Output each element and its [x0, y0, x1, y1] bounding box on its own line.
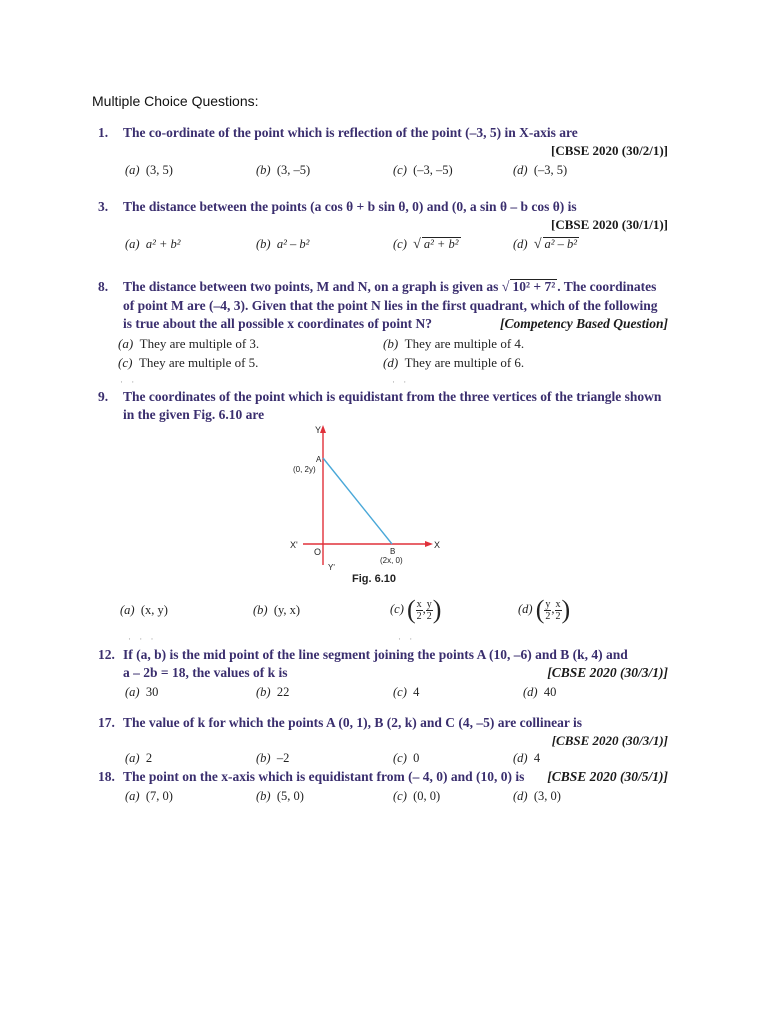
- question-text: 18. The point on the x-axis which is equidistant from (– 4, 0) and (10, 0) is [CBSE 2020 (30/5/1)]: [98, 769, 668, 784]
- x-axis-label: X: [434, 540, 441, 550]
- question-source: [CBSE 2020 (30/1/1)]: [551, 217, 668, 232]
- hypotenuse-line: [323, 458, 392, 544]
- option-b[interactable]: (b) a² – b²: [256, 237, 310, 251]
- question-text-line-1: 8. The distance between two points, M and N, on a graph is given as √ 10² + 7² . The coordinates: [98, 279, 657, 295]
- question-9: [98, 388, 668, 424]
- y-axis-label: Y: [315, 425, 322, 435]
- option-a[interactable]: (a) a² + b²: [125, 237, 181, 251]
- question-source: [CBSE 2020 (30/5/1)]: [547, 769, 668, 784]
- option-d[interactable]: (d) They are multiple of 6.: [383, 355, 525, 370]
- option-c[interactable]: (c) (–3, –5): [393, 163, 453, 177]
- options: [98, 336, 668, 374]
- sqrt-icon: √: [413, 237, 421, 252]
- option-a[interactable]: (a) They are multiple of 3.: [118, 336, 260, 351]
- question-text-line-1: 12. If (a, b) is the mid point of the line segment joining the points A (10, –6) and B (k, 4) and: [98, 647, 628, 662]
- sqrt-icon: √: [501, 280, 510, 295]
- triangle-figure: [268, 420, 468, 590]
- separator-dots: · ·: [120, 377, 138, 387]
- question-12: [98, 646, 668, 707]
- question-text: 17. The value of k for which the points A (0, 1), B (2, k) and C (4, –5) are collinear is: [98, 715, 583, 730]
- option-d[interactable]: (d) 40: [523, 685, 557, 699]
- option-a[interactable]: (a) (7, 0): [125, 789, 173, 803]
- page-heading: Multiple Choice Questions:: [92, 93, 259, 109]
- figure-caption: Fig. 6.10: [352, 573, 397, 585]
- separator-dots: · ·: [398, 634, 416, 644]
- y-axis-neg-label: Y': [328, 563, 335, 572]
- option-b[interactable]: (b) (y, x): [253, 603, 301, 617]
- point-b-label: B: [390, 547, 396, 556]
- question-17: [98, 714, 668, 767]
- question-1: [98, 124, 668, 185]
- option-c[interactable]: (c) (0, 0): [393, 789, 441, 803]
- question-text-line-2: of point M are (–4, 3). Given that the point N lies in the first quadrant, which of the following: [123, 298, 658, 313]
- question-source: [CBSE 2020 (30/2/1)]: [551, 143, 668, 158]
- option-d[interactable]: (d) ( $\frac{y}{2}$ , $\frac{x}{2}$ ): [518, 595, 571, 624]
- option-c[interactable]: (c) They are multiple of 5.: [118, 355, 259, 370]
- option-b[interactable]: (b) They are multiple of 4.: [383, 336, 525, 351]
- option-d[interactable]: (d) √ a² – b²: [513, 237, 578, 252]
- option-b[interactable]: (b) 22: [256, 685, 290, 699]
- option-c[interactable]: (c) √ a² + b²: [393, 237, 459, 252]
- question-9-options: [98, 595, 668, 629]
- option-c[interactable]: (c) 0: [393, 751, 420, 765]
- option-b[interactable]: (b) (5, 0): [256, 789, 304, 803]
- options: [98, 751, 668, 767]
- question-text: 3. The distance between the points (a cos θ + b sin θ, 0) and (0, a sin θ – b cos θ) is: [98, 199, 577, 214]
- separator-dots: · · ·: [128, 634, 157, 644]
- options: [98, 789, 668, 811]
- origin-label: O: [314, 547, 322, 557]
- option-d[interactable]: (d) (3, 0): [513, 789, 561, 803]
- option-c[interactable]: (c) ( $\frac{x}{2}$ , $\frac{y}{2}$ ): [390, 595, 442, 624]
- question-source: [CBSE 2020 (30/3/1)]: [547, 665, 668, 680]
- sqrt-icon: √: [533, 237, 542, 252]
- question-text-line-2: a – 2b = 18, the values of k is [CBSE 2020 (30/3/1)]: [123, 665, 668, 680]
- question-source: [Competency Based Question]: [500, 316, 668, 331]
- question-source: [CBSE 2020 (30/3/1)]: [551, 733, 668, 748]
- option-a[interactable]: (a) (x, y): [120, 603, 168, 617]
- option-d[interactable]: (d) 4: [513, 751, 541, 765]
- question-18: [98, 768, 668, 811]
- option-b[interactable]: (b) –2: [256, 751, 290, 765]
- x-axis-arrow-icon: [425, 541, 433, 547]
- point-b-coords: (2x, 0): [380, 556, 403, 565]
- option-d[interactable]: (d) (–3, 5): [513, 163, 568, 177]
- option-a[interactable]: (a) 30: [125, 685, 159, 699]
- option-c[interactable]: (c) 4: [393, 685, 420, 699]
- question-text-line-3: is true about the all possible x coordinates of point N? [Competency Based Question]: [123, 316, 668, 331]
- question-3: [98, 198, 668, 259]
- option-a[interactable]: (a) (3, 5): [125, 163, 173, 177]
- x-axis-neg-label: X': [290, 540, 298, 550]
- question-8: [98, 278, 668, 374]
- separator-dots: · ·: [392, 377, 410, 387]
- question-text-line-1: 9. The coordinates of the point which is equidistant from the three vertices of the triangle shown: [98, 389, 662, 404]
- option-b[interactable]: (b) (3, –5): [256, 163, 311, 177]
- question-text: 1. The co-ordinate of the point which is reflection of the point (–3, 5) in X-axis are: [98, 125, 578, 140]
- options: [98, 237, 668, 259]
- options: [98, 163, 668, 185]
- point-a-label: A: [316, 455, 322, 464]
- option-a[interactable]: (a) 2: [125, 751, 153, 765]
- options: [98, 685, 668, 707]
- question-text-line-2: in the given Fig. 6.10 are: [123, 407, 265, 422]
- point-a-coords: (0, 2y): [293, 465, 316, 474]
